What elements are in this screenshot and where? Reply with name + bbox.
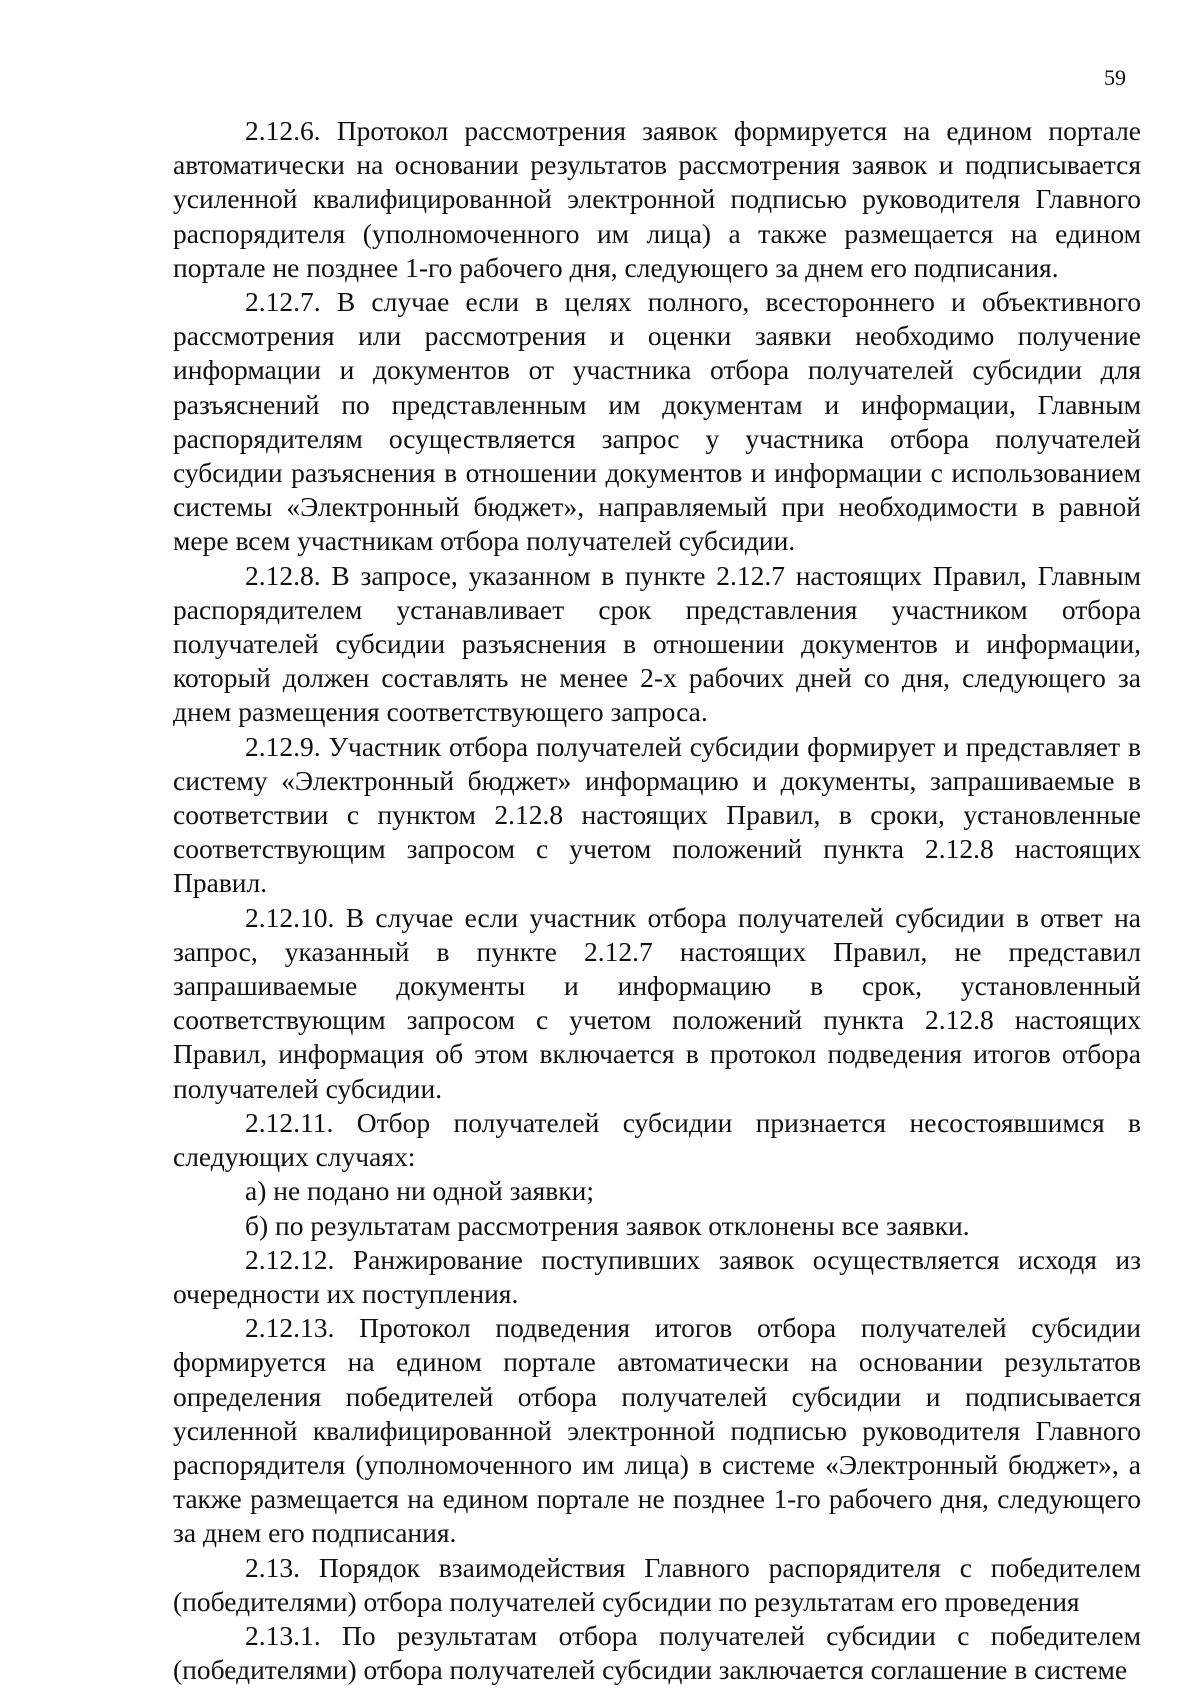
paragraph-2-12-10: 2.12.10. В случае если участник отбора получателей субсидии в ответ на запрос, указанный в пункте 2.12.7 настоящих Правил, не представил запрашиваемые документы и информацию в срок, установленный соответствующим запросом с учетом положений пункта 2.12.8 настоящих Правил, информация об этом включается в протокол подведения итогов отбора получателей субсидии. bbox=[173, 901, 1141, 1104]
list-item-b: б) по результатам рассмотрения заявок отклонены все заявки. bbox=[245, 1209, 970, 1241]
paragraph-2-12-6: 2.12.6. Протокол рассмотрения заявок формируется на едином портале автоматически на основании результатов рассмотрения заявок и подписывается усиленной квалифицированной электронной подписью руководителя Главного распорядителя (уполномоченного им лица) а также размещается на едином портале не позднее 1-го рабочего дня, следующего за днем его подписания. bbox=[173, 115, 1141, 283]
paragraph-2-12-8: 2.12.8. В запросе, указанном в пункте 2.12.7 настоящих Правил, Главным распорядителем устанавливает срок представления участником отбора получателей субсидии разъяснения в отношении документов и информации, который должен составлять не менее 2-х рабочих дней со дня, следующего за днем размещения соответствующего запроса. bbox=[173, 559, 1141, 728]
paragraph-2-13: 2.13. Порядок взаимодействия Главного распорядителя с победителем (победителями) отбора получателей субсидии по результатам его проведения bbox=[173, 1551, 1141, 1617]
paragraph-2-12-11: 2.12.11. Отбор получателей субсидии признается несостоявшимся в следующих случаях: bbox=[173, 1106, 1141, 1173]
paragraph-2-12-12: 2.12.12. Ранжирование поступивших заявок осуществляется исходя из очередности их поступления. bbox=[173, 1243, 1141, 1309]
paragraph-2-12-7: 2.12.7. В случае если в целях полного, всестороннего и объективного рассмотрения или рассмотрения и оценки заявки необходимо получение информации и документов от участника отбора получателей субсидии для разъяснений по представленным им документам и информации, Главным распорядителям осуществляется запрос у участника отбора получателей субсидии разъяснения в отношении документов и информации с использованием системы «Электронный бюджет», направляемый при необходимости в равной мере всем участникам отбора получателей субсидии. bbox=[173, 286, 1141, 557]
document-body bbox=[173, 114, 1141, 1687]
paragraph-2-13-1: 2.13.1. По результатам отбора получателей субсидии с победителем (победителями) отбора получателей субсидии заключается соглашение в системе bbox=[173, 1619, 1141, 1686]
page-number: 59 bbox=[1104, 65, 1126, 90]
list-item-a: а) не подано ни одной заявки; bbox=[245, 1175, 594, 1207]
paragraph-2-12-13: 2.12.13. Протокол подведения итогов отбора получателей субсидии формируется на едином портале автоматически на основании результатов определения победителей отбора получателей субсидии и подписывается усиленной квалифицированной электронной подписью руководителя Главного распорядителя (уполномоченного им лица) в системе «Электронный бюджет», а также размещается на едином портале не позднее 1-го рабочего дня, следующего за днем его подписания. bbox=[173, 1312, 1141, 1549]
paragraph-2-12-9: 2.12.9. Участник отбора получателей субсидии формирует и представляет в систему «Электронный бюджет» информацию и документы, запрашиваемые в соответствии с пунктом 2.12.8 настоящих Правил, в сроки, установленные соответствующим запросом с учетом положений пункта 2.12.8 настоящих Правил. bbox=[173, 730, 1141, 899]
